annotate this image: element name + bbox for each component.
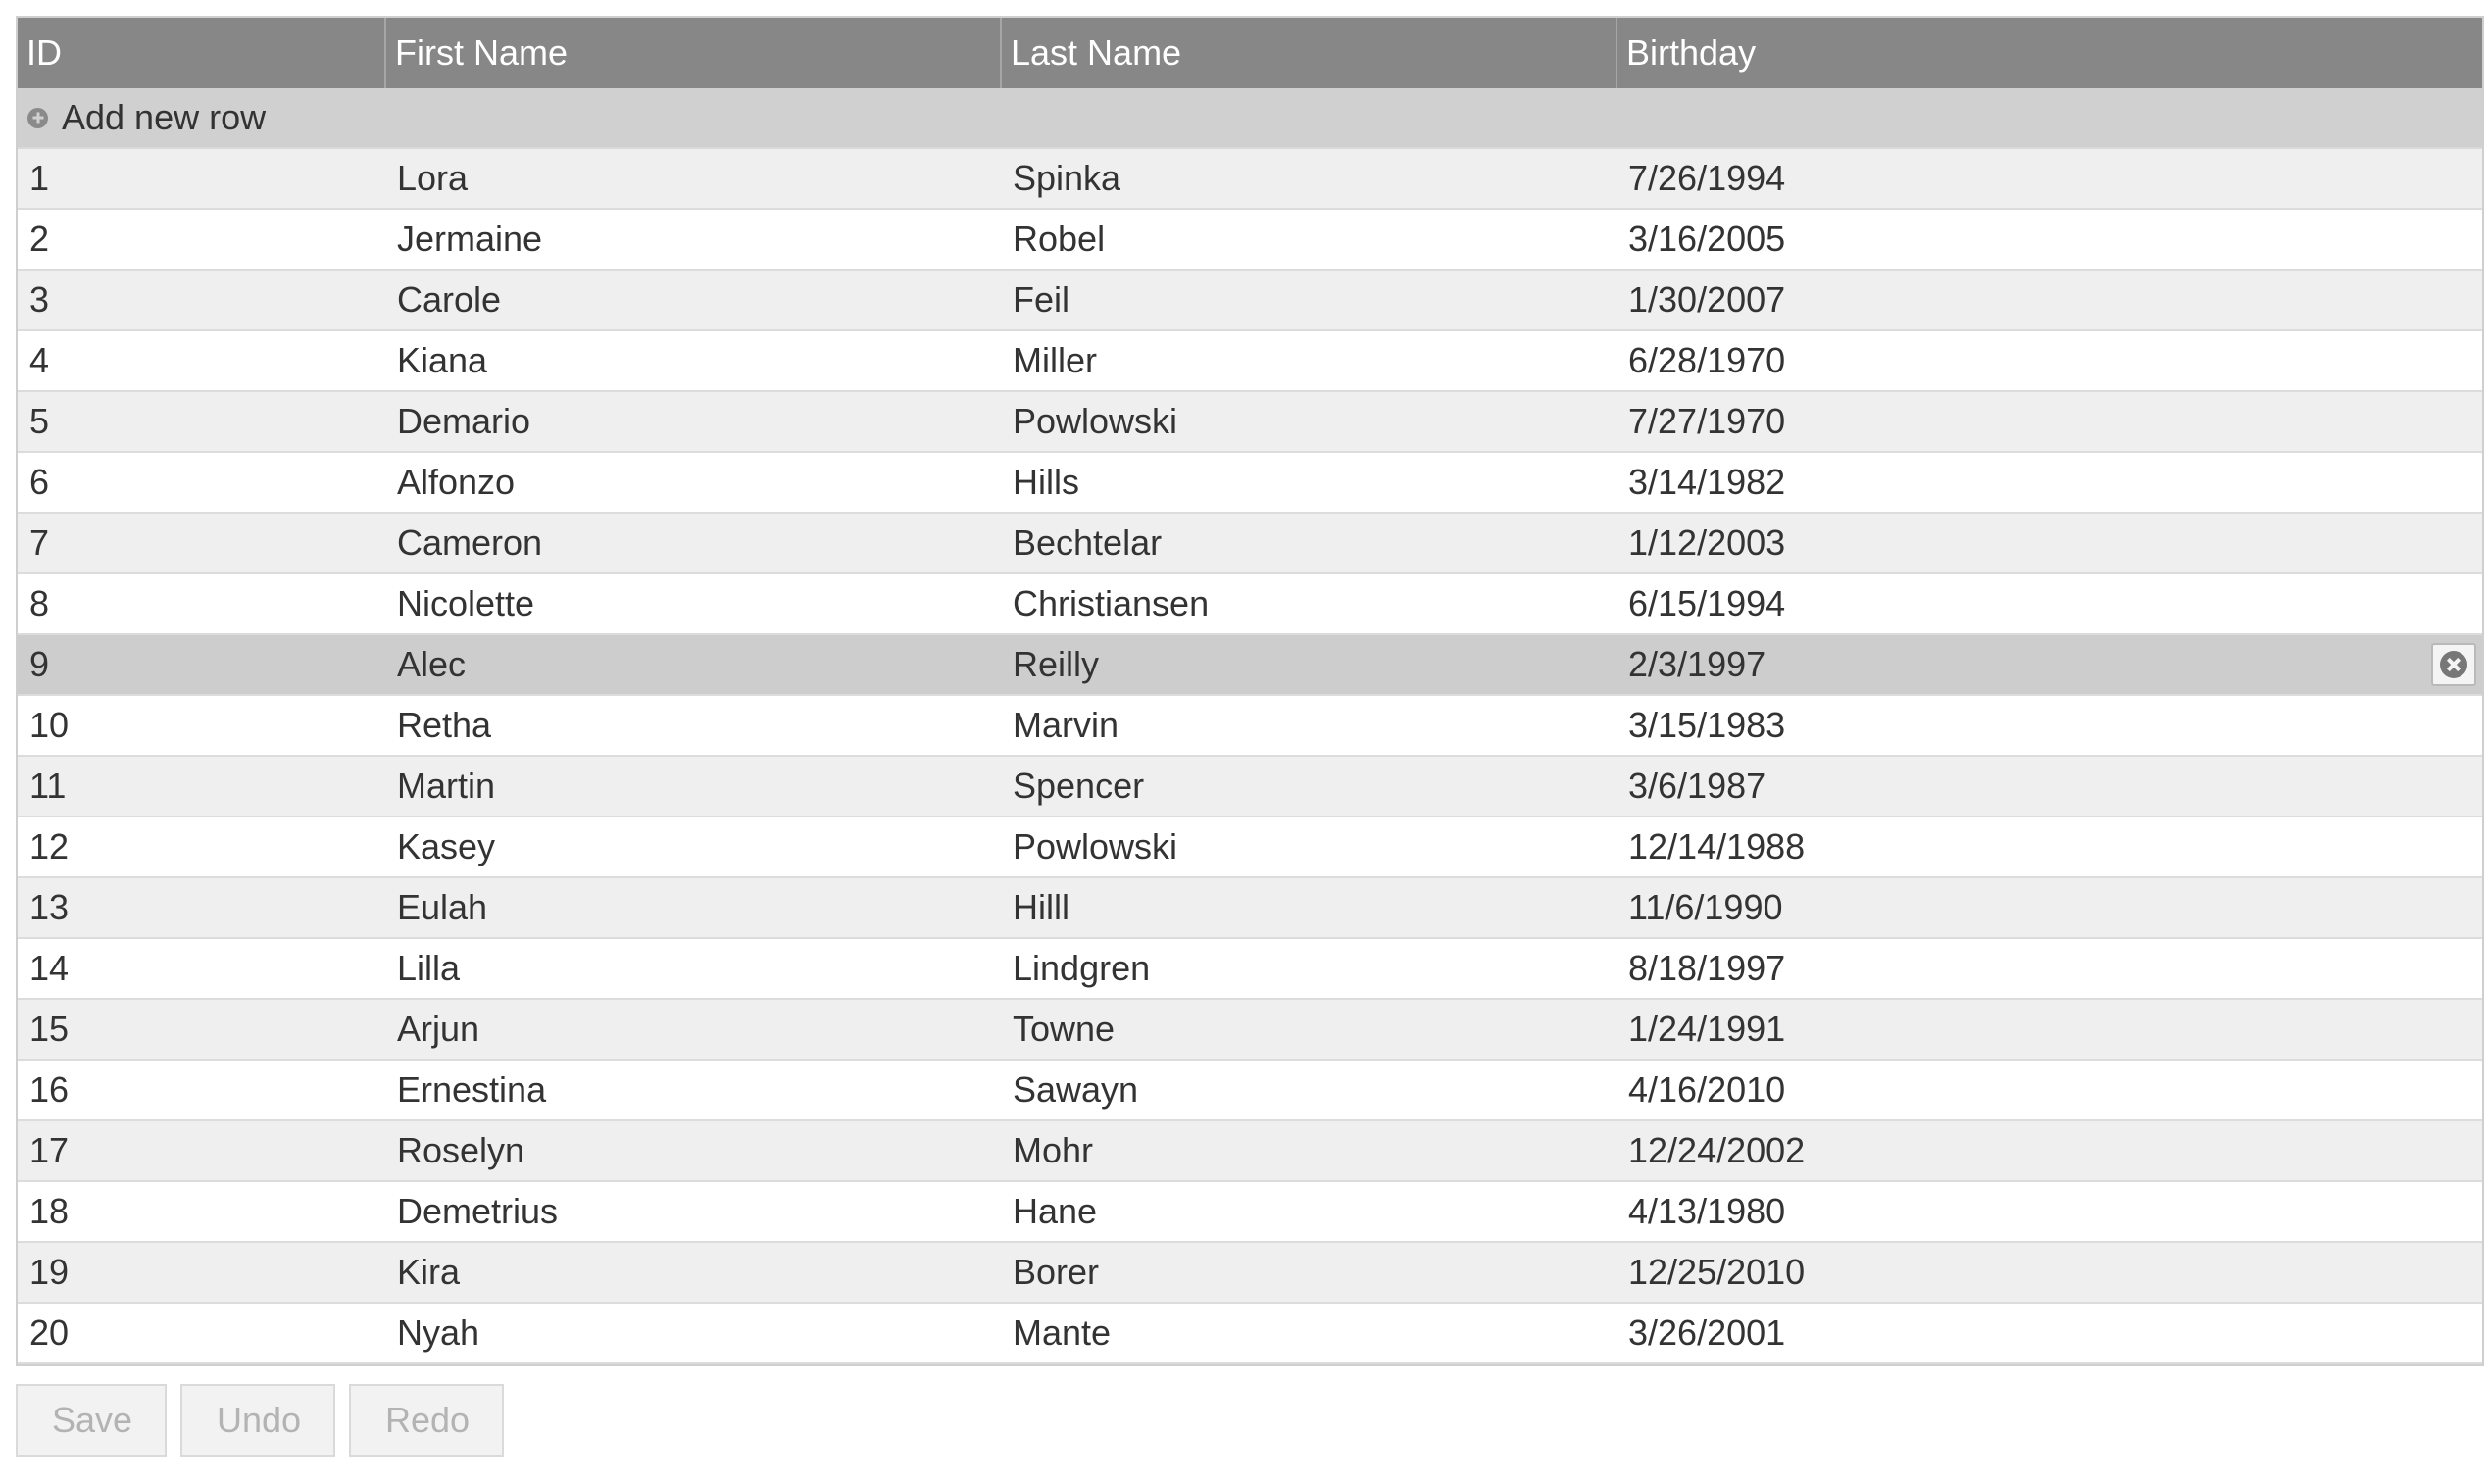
table-row[interactable]: [18, 1181, 2482, 1242]
cell-last-name[interactable]: Towne: [1001, 999, 1616, 1060]
column-header-last-name[interactable]: Last Name: [1001, 18, 1616, 88]
cell-first-name[interactable]: Demetrius: [385, 1181, 1001, 1242]
cell-id[interactable]: 2: [18, 209, 385, 270]
cell-last-name[interactable]: Bechtelar: [1001, 513, 1616, 573]
cell-id[interactable]: 19: [18, 1242, 385, 1303]
cell-birthday[interactable]: 3/26/2001: [1616, 1303, 2482, 1363]
cell-birthday[interactable]: 6/15/1994: [1616, 573, 2482, 634]
grid-body: [18, 88, 2482, 1363]
save-button[interactable]: Save: [16, 1384, 167, 1457]
cell-first-name[interactable]: Lilla: [385, 938, 1001, 999]
cell-last-name[interactable]: Powlowski: [1001, 816, 1616, 877]
cell-id[interactable]: 20: [18, 1303, 385, 1363]
cell-last-name[interactable]: Spinka: [1001, 148, 1616, 209]
cell-first-name[interactable]: Retha: [385, 695, 1001, 756]
grid-toolbar: [16, 1384, 504, 1457]
cell-birthday[interactable]: 3/16/2005: [1616, 209, 2482, 270]
cell-first-name[interactable]: Kira: [385, 1242, 1001, 1303]
grid-table: [18, 18, 2482, 1364]
cell-last-name[interactable]: Lindgren: [1001, 938, 1616, 999]
cell-first-name[interactable]: Lora: [385, 148, 1001, 209]
cell-birthday[interactable]: 4/13/1980: [1616, 1181, 2482, 1242]
table-row[interactable]: [18, 148, 2482, 209]
table-row[interactable]: [18, 1120, 2482, 1181]
cell-first-name[interactable]: Eulah: [385, 877, 1001, 938]
cell-last-name[interactable]: Powlowski: [1001, 391, 1616, 452]
cell-id[interactable]: 16: [18, 1060, 385, 1120]
cell-birthday[interactable]: 8/18/1997: [1616, 938, 2482, 999]
cell-id[interactable]: 3: [18, 270, 385, 330]
cell-id[interactable]: 8: [18, 573, 385, 634]
cell-first-name[interactable]: Martin: [385, 756, 1001, 816]
column-header-id[interactable]: ID: [18, 18, 385, 88]
column-header-birthday[interactable]: Birthday: [1616, 18, 2482, 88]
table-row[interactable]: [18, 573, 2482, 634]
add-new-row-button[interactable]: [27, 97, 2482, 138]
close-circle-icon: [2440, 651, 2467, 678]
cell-last-name[interactable]: Hane: [1001, 1181, 1616, 1242]
table-row[interactable]: [18, 1060, 2482, 1120]
table-row[interactable]: [18, 756, 2482, 816]
table-row[interactable]: [18, 816, 2482, 877]
table-row[interactable]: [18, 1242, 2482, 1303]
cell-birthday[interactable]: 7/27/1970: [1616, 391, 2482, 452]
cell-first-name[interactable]: Nicolette: [385, 573, 1001, 634]
cell-id[interactable]: 15: [18, 999, 385, 1060]
table-row[interactable]: [18, 391, 2482, 452]
cell-first-name[interactable]: Nyah: [385, 1303, 1001, 1363]
cell-last-name[interactable]: Mante: [1001, 1303, 1616, 1363]
cell-last-name[interactable]: Marvin: [1001, 695, 1616, 756]
plus-circle-icon: [27, 108, 48, 128]
cell-birthday[interactable]: [1616, 634, 2482, 695]
cell-last-name[interactable]: Hills: [1001, 452, 1616, 513]
add-new-row-cell[interactable]: [18, 88, 2482, 148]
cell-first-name[interactable]: Cameron: [385, 513, 1001, 573]
cell-first-name[interactable]: Arjun: [385, 999, 1001, 1060]
cell-birthday[interactable]: 11/6/1990: [1616, 877, 2482, 938]
cell-birthday[interactable]: 3/6/1987: [1616, 756, 2482, 816]
cell-last-name[interactable]: Miller: [1001, 330, 1616, 391]
undo-button[interactable]: Undo: [180, 1384, 335, 1457]
table-row[interactable]: [18, 330, 2482, 391]
redo-button[interactable]: Redo: [349, 1384, 504, 1457]
table-row[interactable]: [18, 209, 2482, 270]
cell-id[interactable]: 18: [18, 1181, 385, 1242]
add-new-row[interactable]: [18, 88, 2482, 148]
cell-first-name[interactable]: Kiana: [385, 330, 1001, 391]
column-header-first-name[interactable]: First Name: [385, 18, 1001, 88]
cell-id[interactable]: 10: [18, 695, 385, 756]
cell-id[interactable]: 7: [18, 513, 385, 573]
table-row[interactable]: [18, 877, 2482, 938]
cell-last-name[interactable]: Feil: [1001, 270, 1616, 330]
cell-birthday[interactable]: 3/15/1983: [1616, 695, 2482, 756]
cell-first-name[interactable]: Kasey: [385, 816, 1001, 877]
table-row[interactable]: [18, 1303, 2482, 1363]
cell-birthday[interactable]: 12/25/2010: [1616, 1242, 2482, 1303]
table-row[interactable]: [18, 938, 2482, 999]
cell-birthday-value: 2/3/1997: [1628, 644, 1766, 684]
cell-birthday[interactable]: 4/16/2010: [1616, 1060, 2482, 1120]
cell-id[interactable]: 17: [18, 1120, 385, 1181]
table-row[interactable]: [18, 452, 2482, 513]
cell-first-name[interactable]: Carole: [385, 270, 1001, 330]
delete-row-button[interactable]: [2431, 643, 2476, 686]
cell-first-name[interactable]: Demario: [385, 391, 1001, 452]
cell-id[interactable]: 12: [18, 816, 385, 877]
cell-id[interactable]: 5: [18, 391, 385, 452]
cell-id[interactable]: 1: [18, 148, 385, 209]
table-row[interactable]: [18, 695, 2482, 756]
cell-last-name[interactable]: Borer: [1001, 1242, 1616, 1303]
table-row[interactable]: [18, 270, 2482, 330]
cell-birthday[interactable]: 1/24/1991: [1616, 999, 2482, 1060]
cell-id[interactable]: 11: [18, 756, 385, 816]
cell-id[interactable]: 14: [18, 938, 385, 999]
grid-header: [18, 18, 2482, 88]
cell-id[interactable]: 13: [18, 877, 385, 938]
table-row[interactable]: [18, 999, 2482, 1060]
cell-birthday[interactable]: 12/24/2002: [1616, 1120, 2482, 1181]
cell-first-name[interactable]: Alec: [385, 634, 1001, 695]
cell-last-name[interactable]: Sawayn: [1001, 1060, 1616, 1120]
cell-birthday[interactable]: 7/26/1994: [1616, 148, 2482, 209]
cell-last-name[interactable]: Mohr: [1001, 1120, 1616, 1181]
cell-id[interactable]: 9: [18, 634, 385, 695]
add-new-row-label: Add new row: [62, 97, 267, 137]
cell-first-name[interactable]: Roselyn: [385, 1120, 1001, 1181]
cell-first-name[interactable]: Ernestina: [385, 1060, 1001, 1120]
cell-id[interactable]: 4: [18, 330, 385, 391]
cell-birthday[interactable]: 6/28/1970: [1616, 330, 2482, 391]
table-row[interactable]: [18, 513, 2482, 573]
cell-last-name[interactable]: Spencer: [1001, 756, 1616, 816]
cell-last-name[interactable]: Robel: [1001, 209, 1616, 270]
cell-first-name[interactable]: Alfonzo: [385, 452, 1001, 513]
cell-birthday[interactable]: 1/12/2003: [1616, 513, 2482, 573]
cell-last-name[interactable]: Christiansen: [1001, 573, 1616, 634]
cell-birthday[interactable]: 3/14/1982: [1616, 452, 2482, 513]
cell-id[interactable]: 6: [18, 452, 385, 513]
cell-last-name[interactable]: Reilly: [1001, 634, 1616, 695]
cell-birthday[interactable]: 1/30/2007: [1616, 270, 2482, 330]
data-grid: [16, 16, 2484, 1366]
cell-first-name[interactable]: Jermaine: [385, 209, 1001, 270]
table-row[interactable]: [18, 634, 2482, 695]
cell-last-name[interactable]: Hilll: [1001, 877, 1616, 938]
cell-birthday[interactable]: 12/14/1988: [1616, 816, 2482, 877]
